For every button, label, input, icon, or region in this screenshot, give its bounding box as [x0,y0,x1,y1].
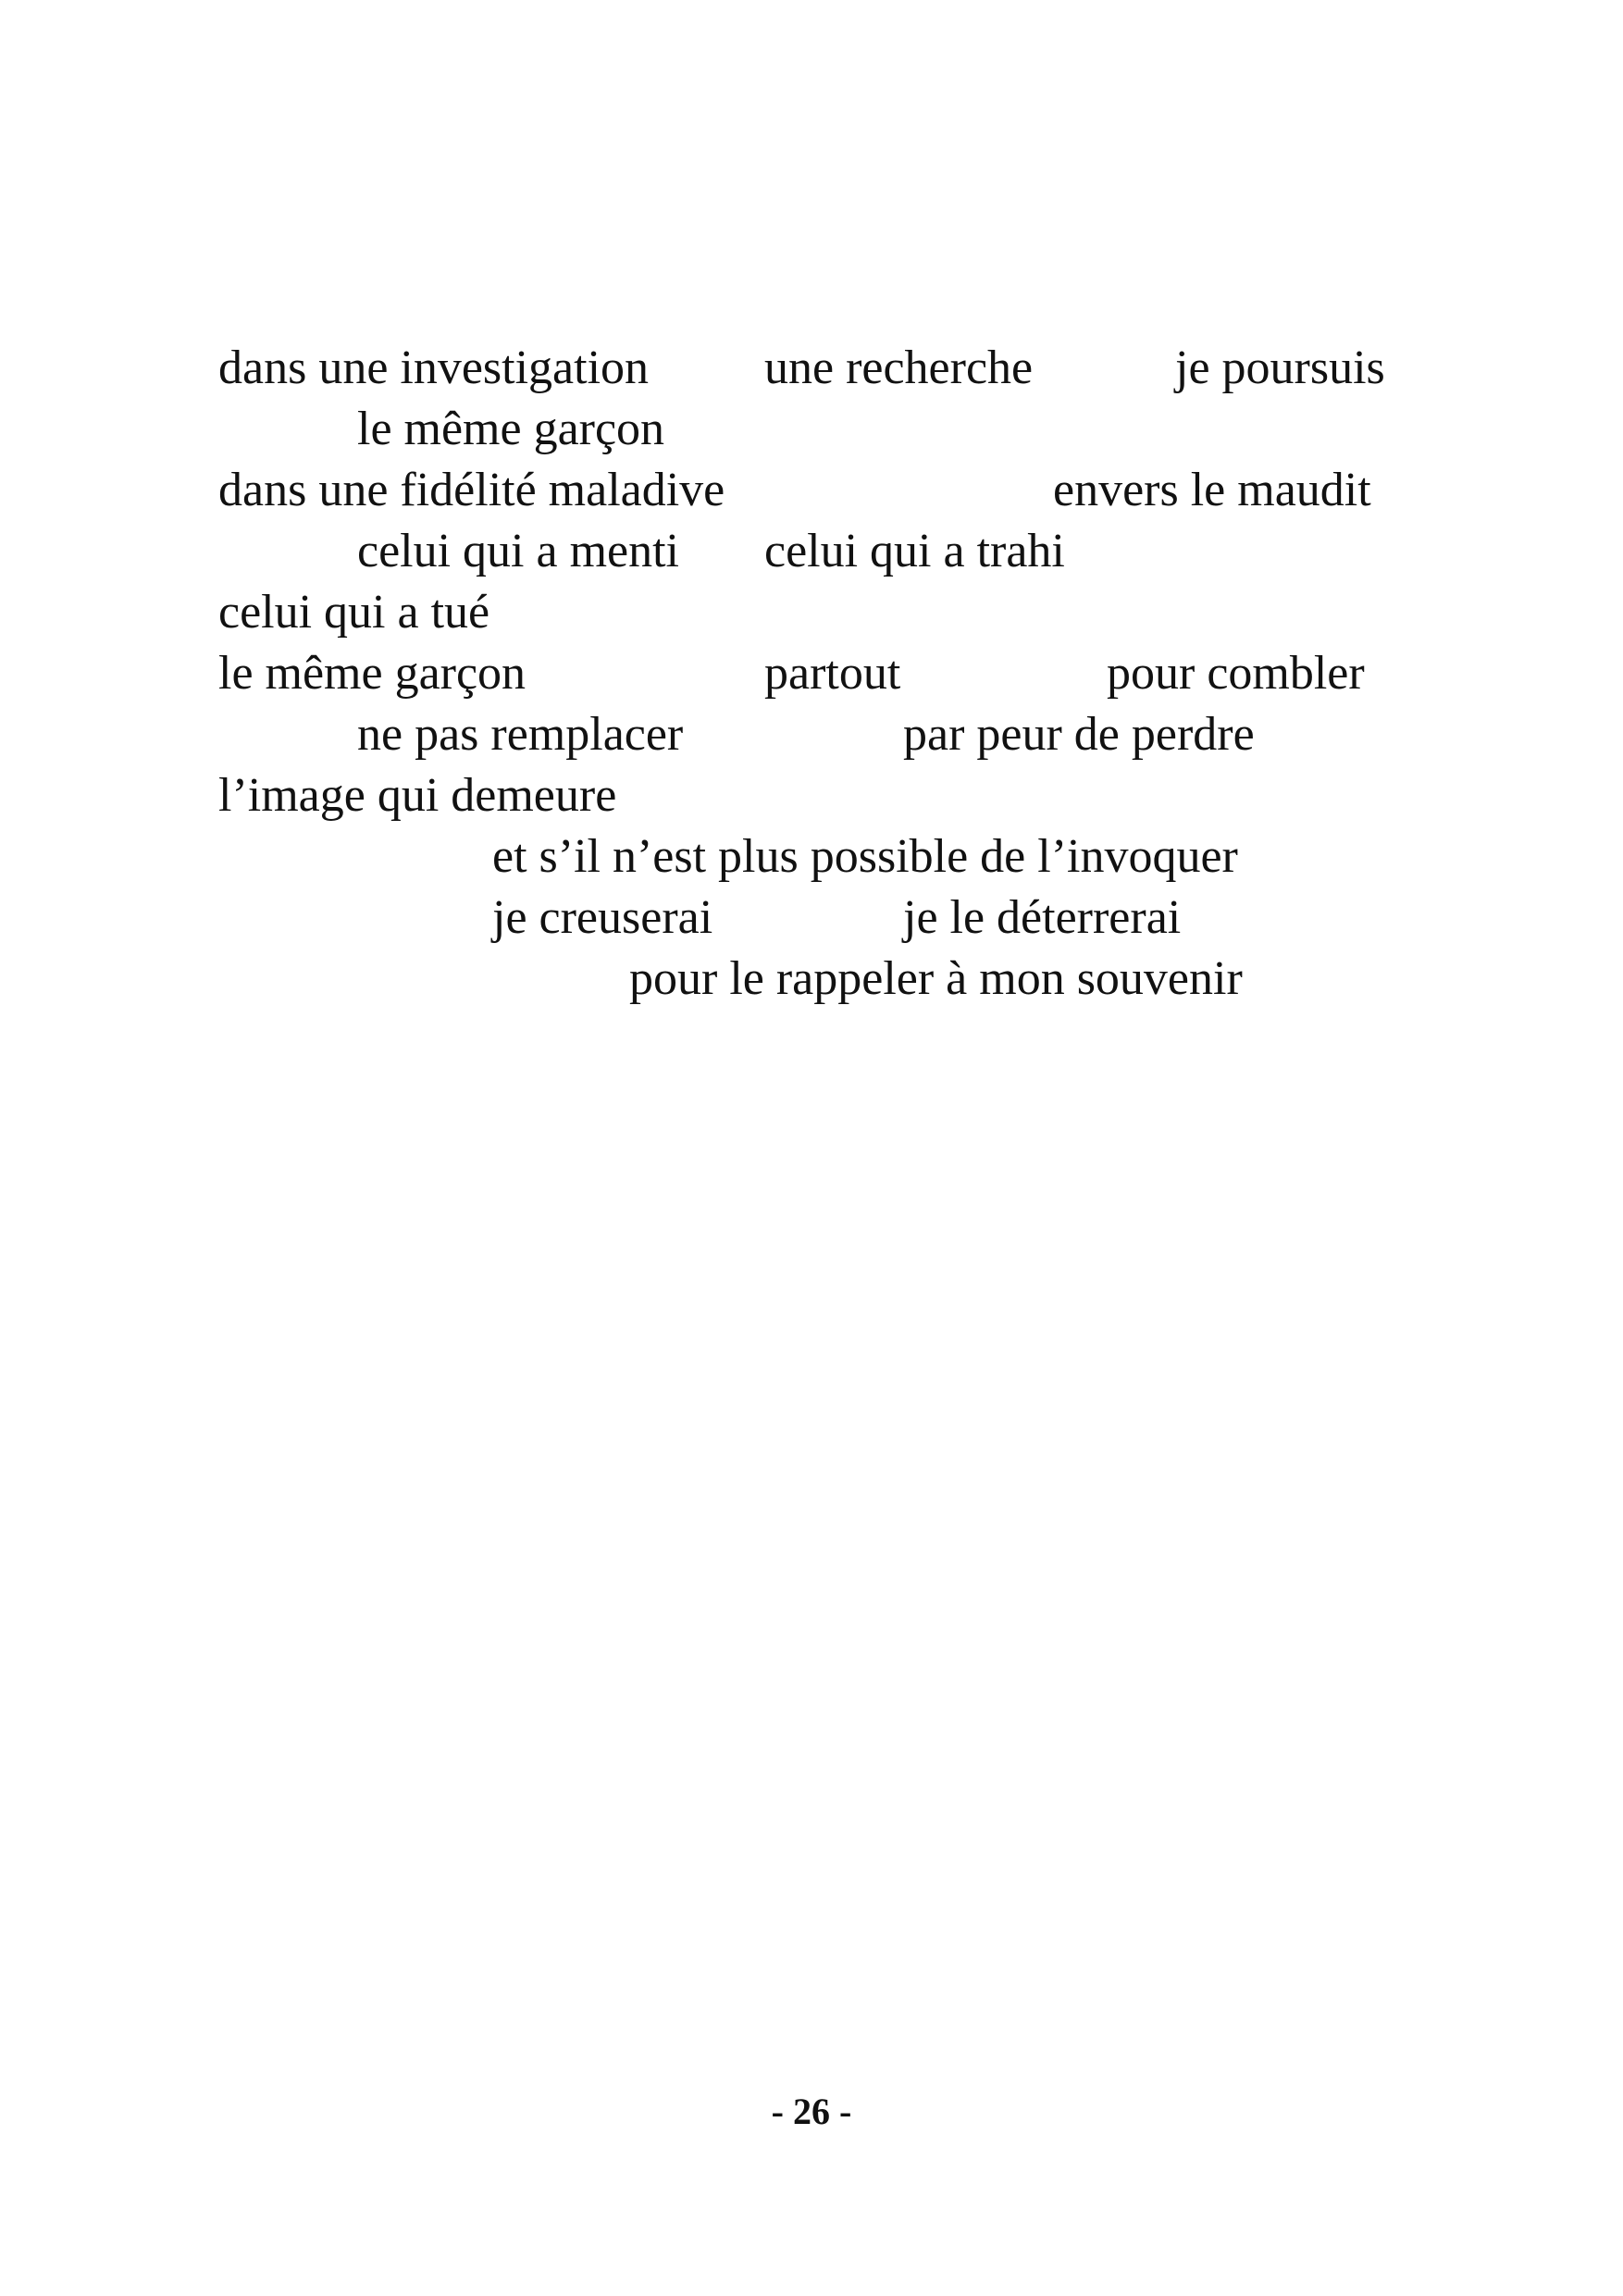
poem-fragment: pour le rappeler à mon souvenir [629,952,1243,1005]
poem-fragment: dans une fidélité maladive [218,464,725,516]
poem-fragment: et s’il n’est plus possible de l’invoquer [492,830,1238,883]
poem-fragment: par peur de perdre [903,708,1255,761]
poem-fragment: ne pas remplacer [357,708,684,761]
poem-fragment: celui qui a menti [357,525,680,577]
poem-fragment: je creuserai [492,891,713,944]
poem-fragment: le même garçon [218,647,527,700]
poem-fragment: dans une investigation [218,341,650,394]
poem-fragment: celui qui a trahi [764,525,1065,577]
poem-fragment: l’image qui demeure [218,769,617,822]
poem-fragment: envers le maudit [1053,464,1371,516]
page-number: - 26 - [771,2091,852,2132]
poem-fragment: une recherche [764,341,1034,394]
poem-fragment: je le déterrerai [903,891,1182,944]
poem-fragment: pour combler [1107,647,1365,700]
poem-fragment: partout [764,647,901,700]
poem-fragment: le même garçon [357,403,665,455]
poem-fragment: celui qui a tué [218,586,490,639]
poem-fragment: je poursuis [1175,341,1385,394]
